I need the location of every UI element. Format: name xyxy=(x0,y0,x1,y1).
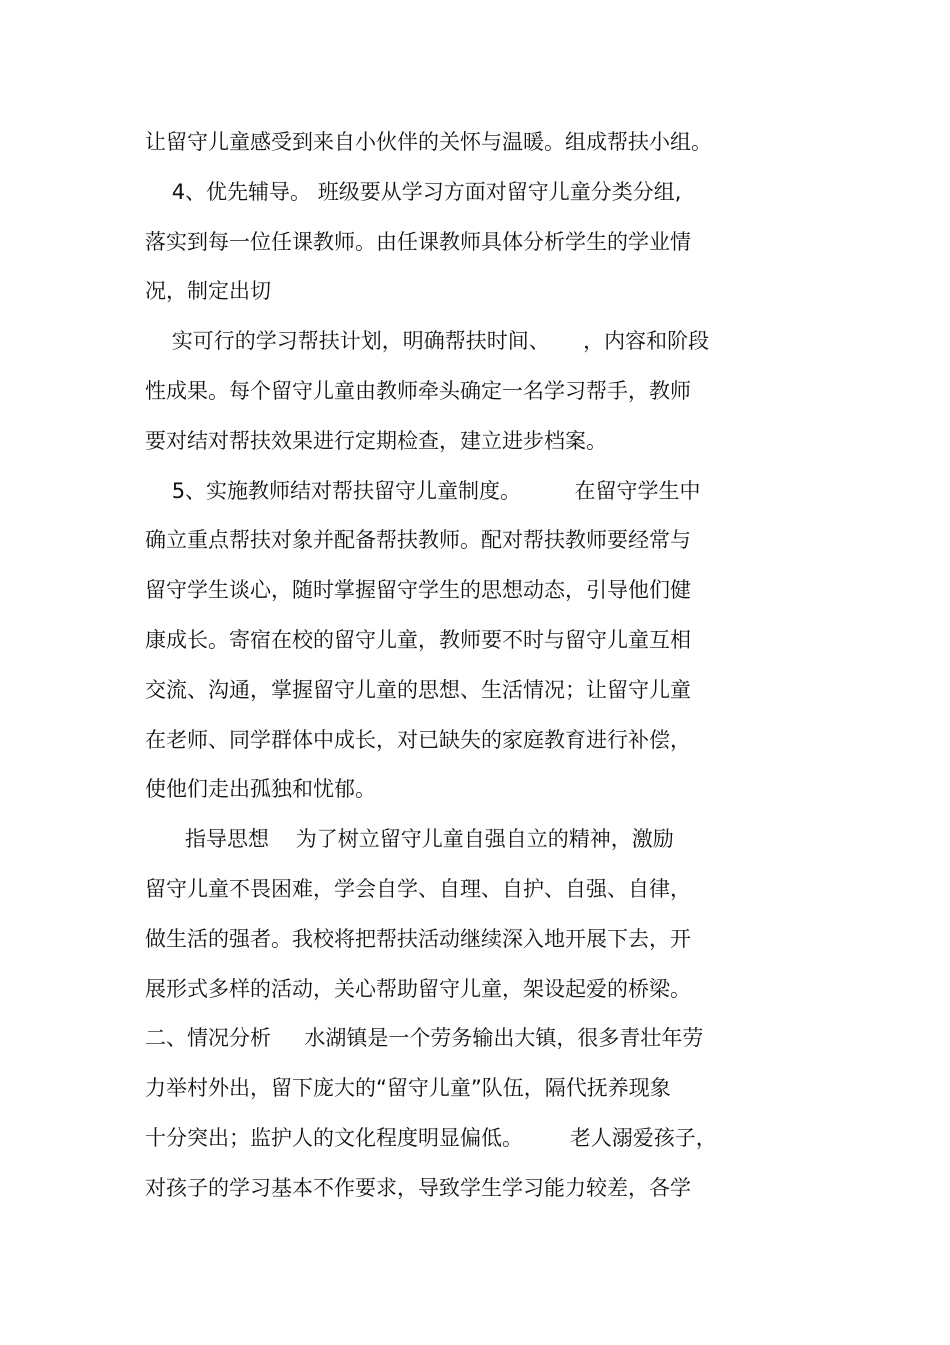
text-line: 康成长。寄宿在校的留守儿童，教师要不时与留守儿童互相 xyxy=(145,628,691,652)
text-line: 留守学生谈心，随时掌握留守学生的思想动态，引导他们健 xyxy=(145,578,691,602)
text-line: 4、优先辅导。 班级要从学习方面对留守儿童分类分组, xyxy=(145,180,682,204)
text-line: 二、情况分析 水湖镇是一个劳务输出大镇，很多青壮年劳 xyxy=(145,1026,704,1050)
text-line: 性成果。每个留守儿童由教师牵头确定一名学习帮手，教师 xyxy=(145,379,691,403)
text-line: 5、实施教师结对帮扶留守儿童制度。 在留守学生中 xyxy=(145,479,701,503)
text-line: 留守儿童不畏困难，学会自学、自理、自护、自强、自律， xyxy=(145,877,691,901)
text-line: 让留守儿童感受到来自小伙伴的关怀与温暖。组成帮扶小组。 xyxy=(145,130,712,154)
text-line: 对孩子的学习基本不作要求，导致学生学习能力较差，各学 xyxy=(145,1176,691,1200)
text-line: 力举村外出，留下庞大的“留守儿童”队伍，隔代抚养现象 xyxy=(145,1076,671,1100)
text-line: 在老师、同学群体中成长，对已缺失的家庭教育进行补偿， xyxy=(145,728,691,752)
text-line: 确立重点帮扶对象并配备帮扶教师。配对帮扶教师要经常与 xyxy=(145,528,691,552)
text-line: 要对结对帮扶效果进行定期检查，建立进步档案。 xyxy=(145,429,607,453)
text-line: 落实到每一位任课教师。由任课教师具体分析学生的学业情 xyxy=(145,230,691,254)
text-line: 使他们走出孤独和忧郁。 xyxy=(145,777,376,801)
text-line: 展形式多样的活动，关心帮助留守儿童，架设起爱的桥梁。 xyxy=(145,977,691,1001)
text-line: 指导思想 为了树立留守儿童自强自立的精神，激励 xyxy=(145,827,674,851)
text-line: 实可行的学习帮扶计划，明确帮扶时间、 ，内容和阶段 xyxy=(145,329,710,353)
text-line: 十分突出；监护人的文化程度明显偏低。 老人溺爱孩子， xyxy=(145,1126,717,1150)
text-line: 况，制定出切 xyxy=(145,279,271,303)
text-line: 交流、沟通，掌握留守儿童的思想、生活情况；让留守儿童 xyxy=(145,678,691,702)
text-line: 做生活的强者。我校将把帮扶活动继续深入地开展下去，开 xyxy=(145,927,691,951)
